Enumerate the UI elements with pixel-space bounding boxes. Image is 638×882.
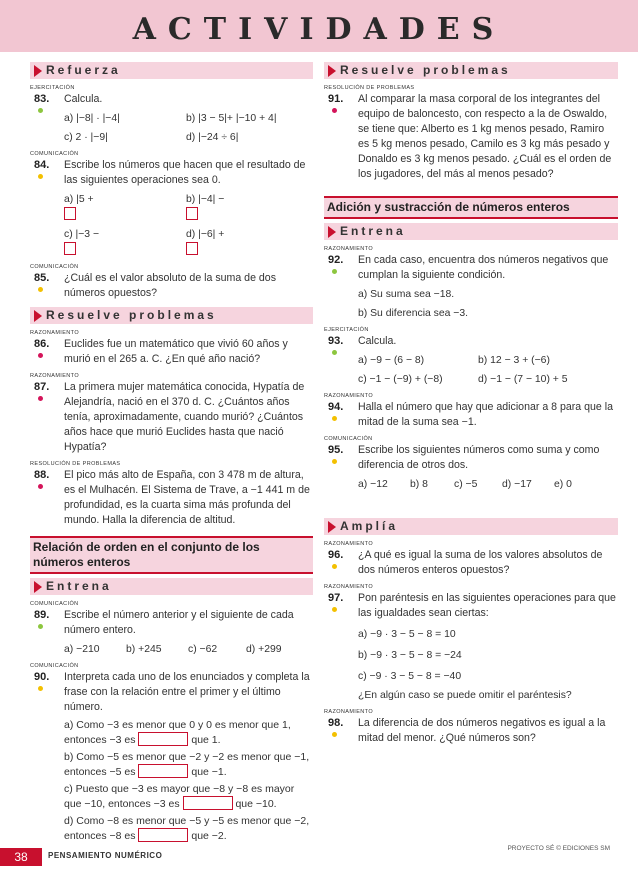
exercise-96: 96. ¿A qué es igual la suma de los valores absolutos de dos números enteros opuestos? [328,549,603,576]
exercise-category: RESOLUCIÓN DE PROBLEMAS [324,85,415,91]
exercise-category: EJERCITACIÓN [324,327,369,333]
answer-box[interactable] [138,828,188,842]
exercise-90: 90. Interpreta cada uno de los enunciados y completa la frase con la relación entre el primer y el último número. a) Como −3 es menor que 0 y 0 es menor que 1, entonces −3 es que 1. b) Como −5 es menor que −2 y −2 es menor que −1, entonces −5 es que −1. c) Puesto que −3 es mayor que −8 y −8 es mayor que −10, entonces −3 es que −10. d) Como −8 es menor que −5 y −5 es menor que −2, entonces −8 es que −2. [34,671,310,842]
exercise-91: 91. Al comparar la masa corporal de los integrantes del equipo de baloncesto, con respecto a la de Oswaldo, se tiene que: Alberto es 1 kg menos pesado, Ramiro es 5 kg menos pesado, Camilo es 3 kg más pesado y Donaldo es 3 kg menos pesado. ¿Cuál es el orden de los jugadores, del más al menos pesado? [328,93,612,180]
level-dot-icon [38,108,43,113]
level-dot-icon [38,484,43,489]
section-arrow-icon [34,310,42,322]
topic-header: Relación de orden en el conjunto de los números enteros [30,536,313,574]
exercise-95: 95. Escribe los siguientes números como suma y como diferencia de otros dos. a) −12 b) 8 c) −5 d) −17 e) 0 [328,444,600,490]
level-dot-icon [332,564,337,569]
level-dot-icon [332,108,337,113]
level-dot-icon [332,732,337,737]
exercise-category: RAZONAMIENTO [324,541,374,547]
exercise-84: 84. Escribe los números que hacen que el resultado de las siguientes operaciones sea 0. a) |5 + b) |−4| − c) |−3 − d) |−6| + [30,158,313,258]
exercise-83: 83. Calcula. a) |−8| · |−4| b) |3 − 5|+ |−10 + 4| c) 2 · |−9| d) |−24 ÷ 6| [34,93,277,143]
exercise-category: RAZONAMIENTO [30,373,80,379]
level-dot-icon [332,350,337,355]
footer-section-title: PENSAMIENTO NUMÉRICO [48,851,163,860]
exercise-98: 98. La diferencia de dos números negativos es igual a la mitad del menor. ¿Qué números son? [328,717,606,744]
level-dot-icon [332,269,337,274]
answer-box[interactable] [138,732,188,746]
exercise-97: 97. Pon paréntesis en las siguientes operaciones para que las igualdades sean ciertas: a) −9 · 3 − 5 − 8 = 10 b) −9 · 3 − 5 − 8 = −24 c) −9 · 3 − 5 − 8 = −40 ¿En algún caso se puede omitir el paréntesis? [328,592,616,701]
left-column [30,62,313,843]
exercise-category: RESOLUCIÓN DE PROBLEMAS [30,461,121,467]
answer-box[interactable] [186,207,198,220]
answer-box[interactable] [138,764,188,778]
level-dot-icon [38,396,43,401]
level-dot-icon [38,287,43,292]
exercise-category: RAZONAMIENTO [324,709,374,715]
exercise-category: COMUNICACIÓN [30,151,79,157]
topic-header: Adición y sustracción de números enteros [324,196,618,219]
page-number: 38 [0,848,42,866]
exercise-category: EJERCITACIÓN [30,85,75,91]
exercise-85: 85. ¿Cuál es el valor absoluto de la suma de dos números opuestos? [34,272,276,299]
level-dot-icon [38,174,43,179]
section-arrow-icon [34,65,42,77]
answer-box[interactable] [64,242,76,255]
exercise-category: COMUNICACIÓN [30,663,79,669]
answer-box[interactable] [64,207,76,220]
section-header-resuelve: Resuelve problemas [324,62,618,79]
section-arrow-icon [328,226,336,238]
right-column [324,62,618,746]
level-dot-icon [38,624,43,629]
publisher-credit: PROYECTO SÉ © EDICIONES SM [507,845,610,852]
section-arrow-icon [34,581,42,593]
exercise-category: RAZONAMIENTO [324,246,374,252]
answer-box[interactable] [186,242,198,255]
exercise-87: 87. La primera mujer matemática conocida, Hypatía de Alejandría, nació en el 370 d. C. ¿Cuántos años tenía, aproximadamente, cuando murió? ¿Cuántos años hace que murió Euclides hasta que nació Hypatía? [34,381,305,453]
level-dot-icon [332,459,337,464]
answer-box[interactable] [183,796,233,810]
section-header-resuelve: Resuelve problemas [30,307,313,324]
level-dot-icon [332,416,337,421]
section-header-amplia: Amplía [324,518,618,535]
section-header-refuerza: Refuerza [30,62,313,79]
exercise-88: 88. El pico más alto de España, con 3 478 m de altura, es el Mulhacén. El Sistema de Trave, a −1 441 m de profundidad, es la cuarta sima más profunda del mundo. Halla la diferencia de altitud. [34,469,310,526]
exercise-category: COMUNICACIÓN [30,601,79,607]
exercise-93: 93. Calcula. a) −9 − (6 − 8) b) 12 − 3 + (−6) c) −1 − (−9) + (−8) d) −1 − (7 − 10) + 5 [328,335,568,385]
page-title: ACTIVIDADES [132,12,506,47]
section-header-entrena: Entrena [324,223,618,240]
exercise-category: COMUNICACIÓN [30,264,79,270]
exercise-category: RAZONAMIENTO [30,330,80,336]
exercise-category: COMUNICACIÓN [324,436,373,442]
level-dot-icon [332,607,337,612]
level-dot-icon [38,353,43,358]
exercise-94: 94. Halla el número que hay que adicionar a 8 para que la mitad de la suma sea −1. [328,401,614,428]
section-arrow-icon [328,521,336,533]
exercise-category: RAZONAMIENTO [324,584,374,590]
exercise-86: 86. Euclides fue un matemático que vivió 60 años y murió en el 265 a. C. ¿En qué año nació? [34,338,288,365]
exercise-89: 89. Escribe el número anterior y el siguiente de cada número entero. a) −210 b) +245 c) −62 d) +299 [34,609,294,655]
exercise-category: RAZONAMIENTO [324,393,374,399]
exercise-92: 92. En cada caso, encuentra dos números negativos que cumplan la siguiente condición. a) Su suma sea −18. b) Su diferencia sea −3. [328,254,609,319]
section-arrow-icon [328,65,336,77]
section-header-entrena: Entrena [30,578,313,595]
level-dot-icon [38,686,43,691]
